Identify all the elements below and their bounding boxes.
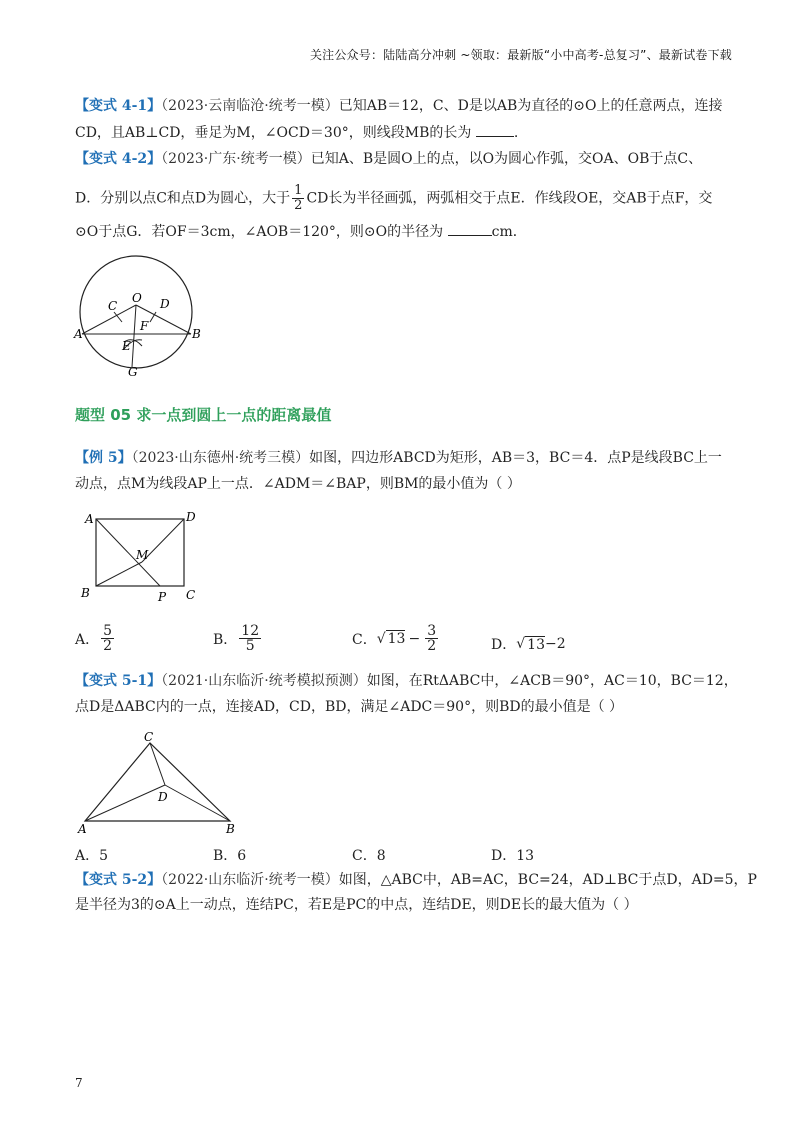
half-fraction: $\frac{1}{2}$ <box>294 183 303 213</box>
q41-tag: 【变式 4-1】 <box>75 98 162 114</box>
choice-c[interactable]: C．8 <box>352 848 386 864</box>
circle-figure <box>70 250 220 380</box>
fig1-label-b: B <box>192 327 201 341</box>
q51-tag: 【变式 5-1】 <box>75 673 162 689</box>
ex5-source: （2023·山东德州·统考三模） <box>131 450 310 466</box>
q42-tag: 【变式 4-2】 <box>75 151 162 167</box>
ex5-line1 <box>75 448 730 468</box>
q42-line2 <box>75 184 730 213</box>
rectangle-figure <box>76 505 216 607</box>
q42-text2a: D．分别以点C和点D为圆心，大于 <box>75 190 291 207</box>
q42-text3b: cm． <box>491 224 527 240</box>
answer-blank <box>448 221 492 236</box>
ex5-text1: 如图，四边形ABCD为矩形，AB＝3，BC＝4．点P是线段BC上一 <box>309 450 722 466</box>
q42-line1 <box>75 149 730 169</box>
choice-b[interactable]: B． $\frac{12}{5}$ <box>213 623 260 654</box>
fig1-label-c: C <box>108 299 118 313</box>
q41-line2 <box>75 122 730 143</box>
q42-text1: 已知A、B是圆O上的点，以O为圆心作弧，交OA、OB于点C、 <box>310 151 703 167</box>
fig1-label-g: G <box>128 365 138 379</box>
fig1-label-e: E <box>122 339 131 353</box>
q52-line1 <box>75 870 757 890</box>
fig1-label-f: F <box>140 319 149 333</box>
choice-d[interactable]: D．13 <box>491 848 535 864</box>
q42-source: （2023·广东·统考一模） <box>161 151 311 167</box>
page-header: 关注公众号：陆陆高分冲刺 ~领取：最新版“小中高考-总复习”、最新试卷下载 <box>309 48 732 62</box>
fig3-label-a: A <box>78 822 87 836</box>
q42-text2b: CD长为半径画弧，两弧相交于点E．作线段OE，交AB于点F，交 <box>306 190 713 207</box>
fig2-label-m: M <box>136 548 149 562</box>
fig3-label-b: B <box>226 822 235 836</box>
fig2-label-b: B <box>81 586 90 600</box>
ex5-text2: 动点，点M为线段AP上一点．∠ADM＝∠BAP，则BM的最小值为（ ） <box>75 476 521 492</box>
choice-c[interactable]: C． √ 13 − $\frac{3}{2}$ <box>352 623 437 654</box>
q41-source: （2023·云南临沧·统考一模） <box>161 98 339 114</box>
q41-text2-end: . <box>513 125 519 141</box>
q52-text1: 如图，△ABC中，AB=AC，BC=24，AD⊥BC于点D，AD=5，P <box>338 872 757 888</box>
q51-text1: 如图，在RtΔABC中，∠ACB＝90°，AC＝10，BC＝12， <box>366 673 738 689</box>
q52-line2 <box>75 895 730 915</box>
fig2-label-p: P <box>158 590 167 604</box>
q41-text2: CD，且AB⊥CD，垂足为M，∠OCD＝30°，则线段MB的长为 <box>75 125 472 141</box>
q52-tag: 【变式 5-2】 <box>75 872 162 888</box>
q41-text1: 已知AB＝12，C、D是以AB为直径的⊙O上的任意两点，连接 <box>338 98 723 114</box>
choice-a[interactable]: A． $\frac{5}{2}$ <box>75 623 113 654</box>
fig3-label-c: C <box>144 730 154 744</box>
fig3-label-d: D <box>158 790 168 804</box>
choice-d[interactable]: D． √ 13 −2 <box>491 636 566 653</box>
fig2-label-d: D <box>186 510 196 524</box>
q42-line3 <box>75 221 730 242</box>
section-title: 题型 05 求一点到圆上一点的距离最值 <box>75 406 332 424</box>
q51-text2: 点D是ΔABC内的一点，连接AD，CD，BD，满足∠ADC＝90°，则BD的最小值是（ ） <box>75 699 624 715</box>
fig1-label-o: O <box>132 291 142 305</box>
ex5-tag: 【例 5】 <box>75 450 132 466</box>
answer-blank <box>476 122 514 137</box>
fig1-label-a: A <box>74 327 83 341</box>
q42-text3a: ⊙O于点G．若OF＝3cm，∠AOB＝120°，则⊙O的半径为 <box>75 224 444 240</box>
fig2-label-c: C <box>186 588 196 602</box>
q41-line1 <box>75 96 730 116</box>
triangle-figure <box>74 727 244 837</box>
q52-source: （2022·山东临沂·统考一模） <box>161 872 339 888</box>
ex5-line2 <box>75 474 730 494</box>
choice-a[interactable]: A．5 <box>75 848 109 864</box>
q52-text2: 是半径为3的⊙A上一动点，连结PC，若E是PC的中点，连结DE，则DE长的最大值为（ ） <box>75 897 638 913</box>
q51-source: （2021·山东临沂·统考模拟预测） <box>161 673 367 689</box>
page-number: 7 <box>75 1076 83 1090</box>
q51-line1 <box>75 671 738 691</box>
fig2-label-a: A <box>85 512 94 526</box>
fig1-label-d: D <box>160 297 170 311</box>
choice-b[interactable]: B．6 <box>213 848 247 864</box>
q51-line2 <box>75 697 730 717</box>
